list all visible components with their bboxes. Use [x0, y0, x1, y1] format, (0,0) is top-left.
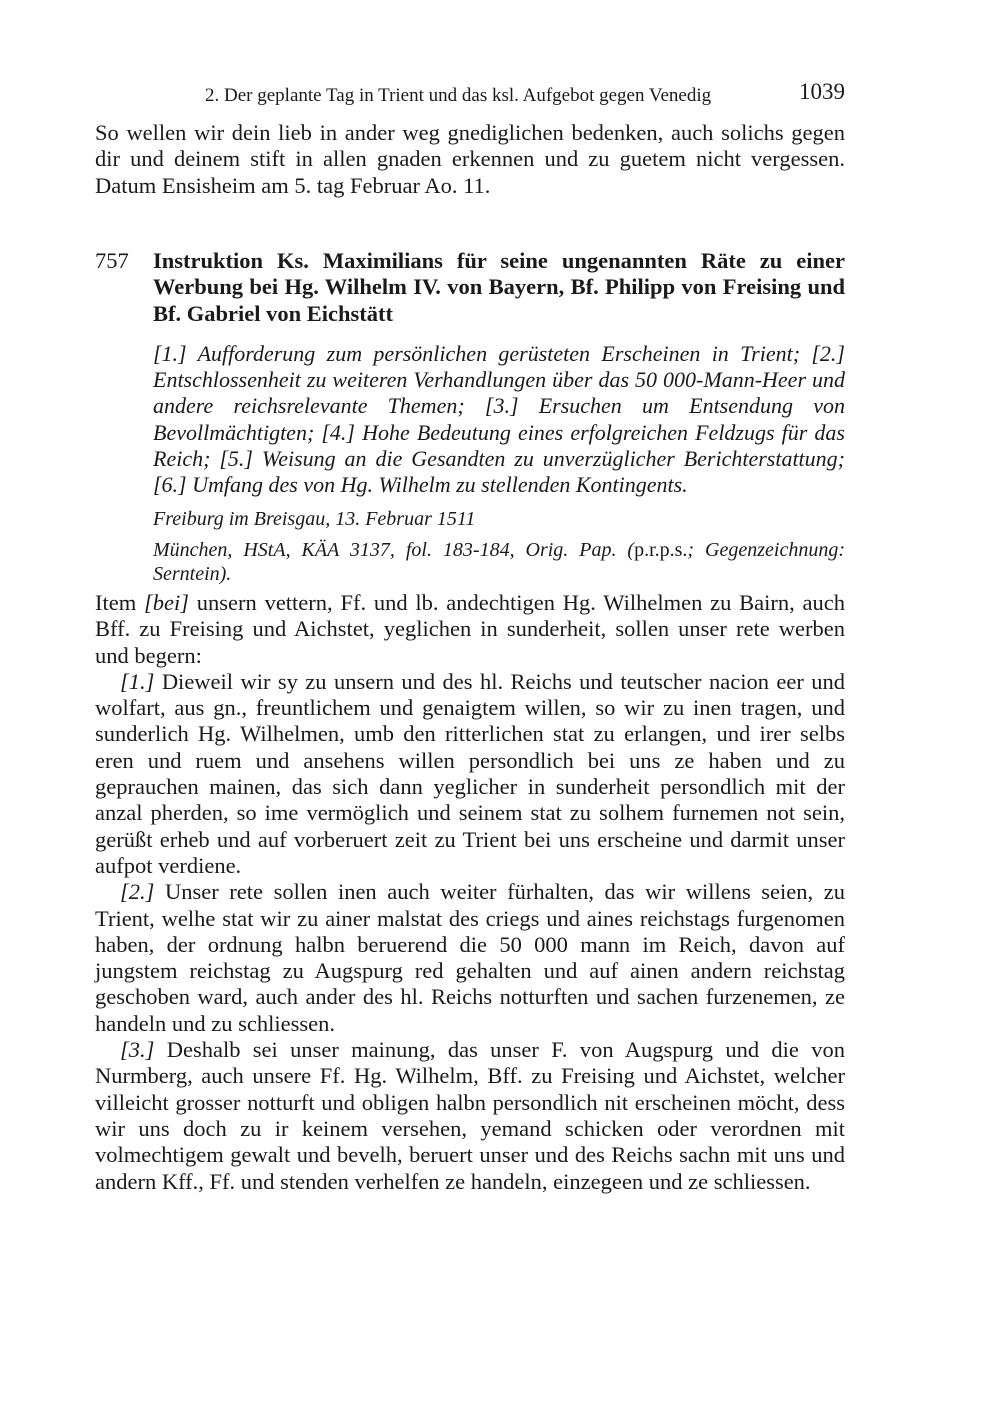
page-number: 1039 — [799, 79, 845, 104]
editorial-insertion: [bei] — [144, 590, 190, 615]
paragraph-text: Dieweil wir sy zu unsern und des hl. Reichs und teutscher nacion eer und wolfart, aus gn., freuntlichem und genaigtem willen, so wir zu inen tragen, und sunderlich Hg. Wilhelmen, umb den ritterlichen stat zu erlangen, und irer selbs eren und ruem und ansehens willen persondlich bei uns ze haben und zu geprauchen mainen, das sich dann yeglicher in sunderheit persondlich mit der anzal pherden, so ime vermöglich und seinem stat zu solhem furnemen not sein, gerüßt erheb und auf vorberuert zeit zu Trient bei uns erscheine und darmit unser aufpot verdiene. — [95, 668, 845, 878]
source-abbreviation: p.r.p.s. — [634, 538, 688, 561]
running-title: 2. Der geplante Tag in Trient und das ksl. Aufgebot gegen Venedig — [205, 85, 712, 106]
paragraph-text: Deshalb sei unser mainung, das unser F. von Augspurg und die von Nurmberg, auch unsere Ff. Hg. Wilhelm, Bff. zu Freising und Aichstet, welcher villeicht grosser notturft und obligen halbn persondlich nit erscheinen möcht, dess wir uns doch zu ir keinem versehen, yemand schicken oder verordnen mit volmechtigem gewalt und bevelh, beruert unser und des Reichs sachn mit uns und andern Kff., Ff. und stenden verhelfen ze handeln, einzegeen und ze schliessen. — [95, 1037, 845, 1194]
document-entry — [95, 248, 845, 586]
paragraph-intro-pre: Item — [95, 590, 145, 615]
paragraph-3 — [95, 1037, 845, 1195]
document-title: Instruktion Ks. Maximilians für seine ungenannten Räte zu einer Werbung bei Hg. Wilhelm IV. von Bayern, Bf. Philipp von Freising und Bf. Gabriel von Eichstätt — [153, 248, 845, 326]
continuation-text — [95, 120, 845, 199]
paragraph-marker: [1.] — [120, 668, 155, 694]
document-dateline: Freiburg im Breisgau, 13. Februar 1511 — [153, 507, 476, 530]
document-source — [153, 538, 845, 586]
running-head — [95, 78, 845, 108]
document-number: 757 — [95, 248, 129, 273]
document-regest: [1.] Aufforderung zum persönlichen gerüsteten Erscheinen in Trient; [2.] Entschlossenheit zu weiteren Verhandlungen über das 50 000-Mann-Heer und andere reichsrelevante Themen; [3.] Ersuchen um Entsendung von Bevollmächtigten; [4.] Hohe Bedeutung eines erfolgreichen Feldzugs für das Reich; [5.] Weisung an die Gesandten zu unverzüglicher Berichterstattung; [6.] Umfang des von Hg. Wilhelm zu stellenden Kontingents. — [153, 340, 845, 498]
main-text — [95, 590, 845, 1195]
paragraph-marker: [3.] — [120, 1037, 155, 1063]
paragraph-intro-text: unsern vettern, Ff. und lb. andechtigen Hg. Wilhelmen zu Bairn, auch Bff. zu Freising und Aichstet, yeglichen in sunderheit, sollen unser rete werben und begern: — [95, 590, 845, 668]
paragraph-2 — [95, 879, 845, 1037]
paragraph-intro — [95, 590, 845, 669]
paragraph-1 — [95, 669, 845, 879]
source-part-1: München, HStA, KÄA 3137, fol. 183-184, Orig. Pap. ( — [153, 538, 635, 561]
paragraph-marker: [2.] — [120, 879, 155, 905]
paragraph-text: Unser rete sollen inen auch weiter fürhalten, das wir willens seien, zu Trient, welhe stat wir zu ainer malstat des criegs und aines reichstags furgenomen haben, der ordnung halbn beruerend die 50 000 mann im Reich, davon auf jungstem reichstag zu Augspurg red gehalten und auf ainen andern reichstag geschoben ward, auch ander des hl. Reichs notturften und sachen furzenemen, ze handeln und zu schliessen. — [95, 879, 845, 1036]
source-part-2: ; Gegenzeichnung: Serntein). — [153, 538, 845, 585]
continuation-paragraph: So wellen wir dein lieb in ander weg gnediglichen bedenken, auch solichs gegen dir und deinem stift in allen gnaden erkennen und zu guetem nicht vergessen. Datum Ensisheim am 5. tag Februar Ao. 11. — [95, 120, 845, 198]
